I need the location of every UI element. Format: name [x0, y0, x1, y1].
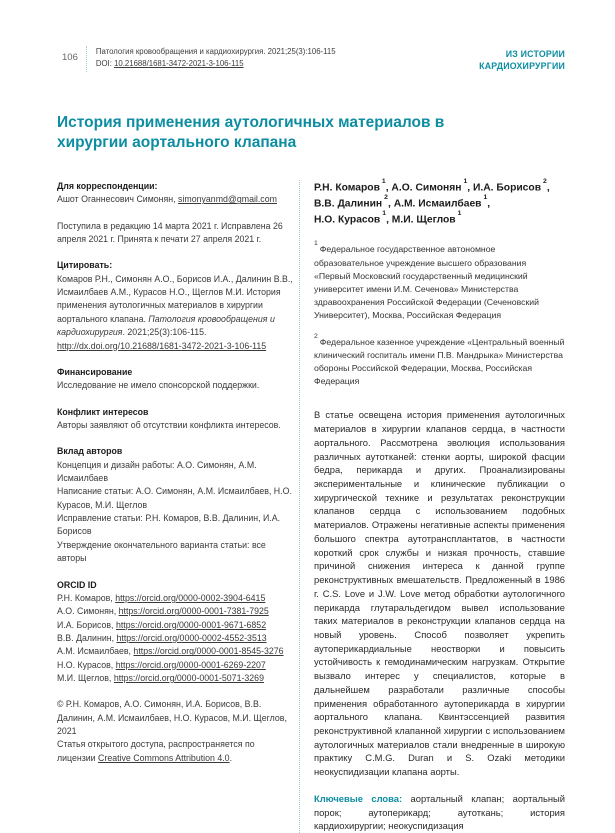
orcid-row: [57, 645, 295, 658]
license-text: Статья открытого доступа, распространяется по лицензии: [57, 739, 255, 763]
license-line: [57, 738, 295, 765]
orcid-author: М.И. Щеглов,: [57, 673, 114, 684]
orcid-author: А.М. Исмаилбаев,: [57, 646, 134, 657]
header-divider: [86, 46, 87, 72]
orcid-author: Р.Н. Комаров,: [57, 592, 116, 603]
author-affiliation-marker: 1: [463, 177, 468, 185]
funding-heading: Финансирование: [57, 366, 133, 377]
correspondence-email-link[interactable]: simonyanmd@gmail.com: [178, 194, 277, 205]
contribution-heading: Вклад авторов: [57, 446, 123, 457]
author-name: И.А. Борисов: [472, 182, 542, 194]
journal-line: Патология кровообращения и кардиохирургия. 2021;25(3):106-115: [95, 47, 336, 56]
contribution-item: Исправление статьи: Р.Н. Комаров, В.В. Далинин, И.А. Борисов: [57, 513, 281, 537]
orcid-row: [57, 672, 295, 685]
doi-label: DOI:: [95, 58, 115, 68]
author-name: А.М. Исмаилбаев: [393, 198, 482, 210]
author-name: А.О. Симонян: [391, 182, 462, 194]
orcid-author: А.О. Симонян,: [57, 606, 119, 617]
abstract-text: В статье освещена история применения аутологичных материалов в хирургии клапанов сердца, в частности аортального. Рассмотрена эволюция использования различных аутотканей: стенки аорты, широкой фасции бедра, перикарда и других. Проанализированы экспериментальные и клинические публикации о хирургической технике и результатах реконструкции клапанов сердца с использованием подобных материалов. Отражены негативные аспекты применения большого спектра аутотрансплантатов, в частности короткий срок службы и низкая прочность, ставшие причиной снижения интереса к данной группе реконструктивных вмешательств. Предложенный в 1986 г. C.S. Love и J.W. Love метод обработки аутологичного перикарда глутаральдегидом вывел использование таких материалов в реконструкции клапанов сердца на новый уровень. Способ позволяет укрепить аутоперикардиальные неостворки и повысить устойчивость к гемодинамическим нагрузкам. Открытие вызвало интерес у специалистов, которые в дальнейшем разработали различные способы применения обработанного аутоперикарда в хирургии аортального клапана. Квинтэссенцией развития реконструктивной клапанной хирургии с использованием аутологичных материалов стали внедренные в широкую практику C.M.G. Duran и S. Ozaki методики неокуспидизации клапана аорты.: [314, 409, 565, 778]
license-period: .: [229, 752, 233, 763]
author-separator: ,: [387, 198, 394, 210]
authors-line: [314, 209, 565, 228]
orcid-row: [57, 605, 295, 618]
orcid-link[interactable]: https://orcid.org/0000-0001-8545-3276: [133, 646, 284, 657]
journal-section-label: [479, 46, 565, 73]
keywords-block: [314, 792, 565, 833]
funding-section: [57, 366, 295, 393]
citation-text-before: Комаров Р.Н., Симонян А.О., Борисов И.А., Далинин В.В., Исмаилбаев А.М., Курасов Н.О., Щеглов М.И. История применения аутологичных материалов в хирургии аортального клапана.: [57, 273, 293, 324]
author-separator: ,: [385, 182, 392, 194]
orcid-author: Н.О. Курасов,: [57, 659, 116, 670]
author-separator: ,: [546, 182, 550, 194]
author-separator: ,: [487, 198, 491, 210]
author-affiliation-marker: 1: [381, 177, 386, 185]
orcid-author: И.А. Борисов,: [57, 619, 116, 630]
keywords-label: Ключевые слова:: [314, 792, 403, 804]
author-name: Н.О. Курасов: [314, 214, 381, 226]
doi-line: [96, 58, 336, 70]
author-affiliation-marker: 2: [384, 193, 388, 201]
affiliation-text: Федеральное государственное автономное образовательное учреждение высшего образования «Первый Московский государственный медицинский университет имени И.М. Сеченова» Министерства здравоохранения Российской Федерации (Сеченовский Университет), Москва, Российская Федерация: [314, 244, 539, 321]
abstract-column: [299, 177, 565, 833]
author-affiliation-marker: 1: [457, 209, 462, 217]
correspondence-name: Ашот Оганнесович Симонян,: [57, 194, 179, 205]
affiliation-marker: 1: [314, 240, 318, 248]
keywords-text: аортальный клапан; аортальный порок; аутоперикард; аутоткань; история кардиохирургии; неокуспидизация: [314, 792, 565, 832]
affiliation-text: Федеральное казенное учреждение «Центральный военный клинический госпиталь имени П.В. Мандрыка» Министерства обороны Российской Федерации, Москва, Российская Федерация: [314, 336, 565, 387]
citation-doi-link[interactable]: http://dx.doi.org/10.21688/1681-3472-2021-3-106-115: [57, 340, 267, 351]
orcid-link[interactable]: https://orcid.org/0000-0002-3904-6415: [115, 592, 266, 603]
article-columns: [57, 177, 565, 833]
contribution-item: Написание статьи: А.О. Симонян, А.М. Исмаилбаев, Н.О. Курасов, М.И. Щеглов: [57, 486, 292, 510]
authors-list: [314, 177, 565, 228]
contribution-item: Утверждение окончательного варианта статьи: все авторы: [57, 539, 266, 564]
orcid-link[interactable]: https://orcid.org/0000-0001-9671-6852: [115, 619, 267, 630]
author-affiliation-marker: 1: [382, 209, 387, 217]
article-title: История применения аутологичных материалов в хирургии аортального клапана: [57, 113, 445, 151]
authors-line: [314, 193, 565, 212]
author-name: М.И. Щеглов: [391, 214, 456, 226]
contribution-item: Концепция и дизайн работы: А.О. Симонян, А.М. Исмаилбаев: [57, 459, 257, 484]
orcid-section: [57, 579, 295, 686]
author-affiliation-marker: 2: [543, 177, 547, 185]
section-label-line1: ИЗ ИСТОРИИ: [505, 49, 565, 59]
author-separator: ,: [467, 182, 473, 194]
conflict-text: Авторы заявляют об отсутствии конфликта интересов.: [57, 419, 281, 430]
author-affiliation-marker: 1: [483, 193, 488, 201]
authors-line: [314, 177, 565, 196]
orcid-row: [57, 619, 295, 632]
orcid-link[interactable]: https://orcid.org/0000-0002-4552-3513: [116, 632, 267, 643]
author-name: Р.Н. Комаров: [314, 182, 380, 194]
funding-text: Исследование не имело спонсорской поддержки.: [57, 380, 260, 391]
orcid-heading: ORCID ID: [57, 579, 97, 590]
conflict-section: [57, 406, 295, 433]
orcid-link[interactable]: https://orcid.org/0000-0001-6269-2207: [115, 659, 266, 670]
orcid-row: [57, 592, 295, 605]
orcid-row: [57, 659, 295, 672]
correspondence-heading: Для корреспонденции:: [57, 180, 158, 191]
copyright-section: [57, 698, 295, 765]
citation-section: [57, 259, 295, 353]
citation-text-after: . 2021;25(3):106-115.: [122, 327, 207, 338]
conflict-heading: Конфликт интересов: [57, 406, 149, 417]
journal-citation-block: [96, 46, 336, 69]
affiliation-marker: 2: [314, 332, 318, 340]
citation-heading: Цитировать:: [57, 260, 113, 271]
doi-link[interactable]: 10.21688/1681-3472-2021-3-106-115: [114, 58, 244, 68]
meta-column: [57, 180, 295, 833]
orcid-row: [57, 632, 295, 645]
author-name: В.В. Далинин: [314, 198, 383, 210]
citation-text: [57, 273, 295, 353]
affiliation-1: [314, 242, 565, 322]
orcid-author: В.В. Далинин,: [57, 632, 117, 643]
citation-journal-italic: Патология кровообращения и кардиохирургия: [57, 313, 275, 338]
author-separator: ,: [386, 214, 392, 226]
copyright-line: © Р.Н. Комаров, А.О. Симонян, И.А. Борисов, В.В. Далинин, А.М. Исмаилбаев, Н.О. Курасов, М.И. Щеглов, 2021: [57, 699, 287, 737]
section-label-line2: КАРДИОХИРУРГИИ: [479, 61, 565, 72]
orcid-link[interactable]: https://orcid.org/0000-0001-5071-3269: [113, 673, 264, 684]
orcid-link[interactable]: https://orcid.org/0000-0001-7381-7925: [118, 606, 269, 617]
received-dates: Поступила в редакцию 14 марта 2021 г. Исправлена 26 апреля 2021 г. Принята к печати 27 апреля 2021 г.: [57, 220, 283, 244]
affiliation-2: [314, 332, 565, 389]
correspondence-line: [57, 193, 295, 206]
page-header: [57, 46, 565, 73]
page-number: 106: [62, 52, 78, 63]
contribution-section: [57, 445, 295, 565]
correspondence-section: [57, 180, 295, 207]
license-link[interactable]: Creative Commons Attribution 4.0: [98, 752, 230, 763]
